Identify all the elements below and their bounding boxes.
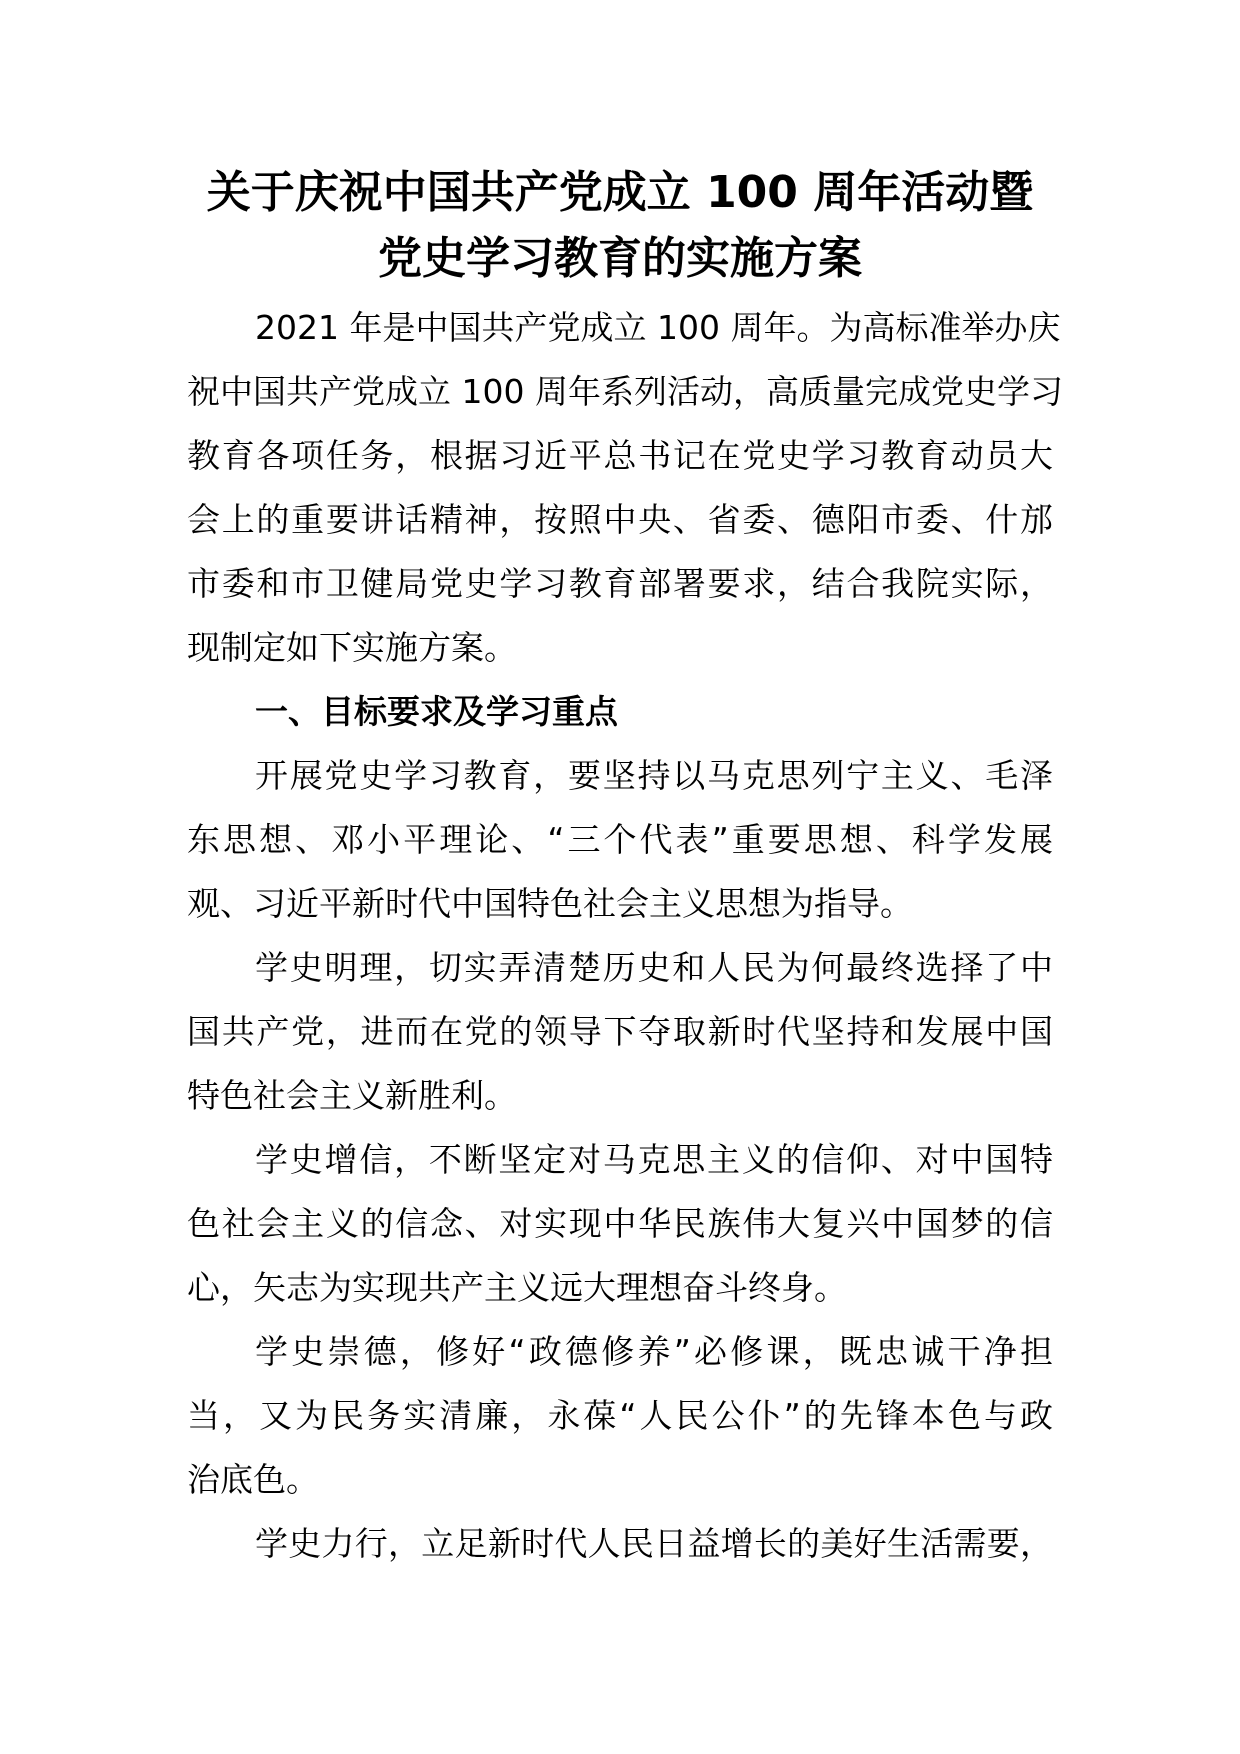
paragraph-guidance xyxy=(187,744,1053,936)
document-title xyxy=(150,160,1090,292)
title-line-2: 党史学习教育的实施方案 xyxy=(378,233,862,284)
intro-paragraph xyxy=(187,296,1063,680)
intro-line-5: 市委和市卫健局党史学习教育部署要求，结合我院实际， xyxy=(187,564,1053,603)
paragraph-line: 当，又为民务实清廉，永葆“人民公仆”的先锋本色与政 xyxy=(187,1396,1053,1435)
paragraph-xueshi-lixing xyxy=(187,1512,1053,1576)
intro-line-1: 2021 年是中国共产党成立 100 周年。为高标准举办庆 xyxy=(255,308,1061,347)
paragraph-line: 学史增信，不断坚定对马克思主义的信仰、对中国特 xyxy=(255,1140,1053,1179)
paragraph-line: 东思想、邓小平理论、“三个代表”重要思想、科学发展 xyxy=(187,820,1053,859)
paragraph-line: 色社会主义的信念、对实现中华民族伟大复兴中国梦的信 xyxy=(187,1204,1053,1243)
paragraph-line: 开展党史学习教育，要坚持以马克思列宁主义、毛泽 xyxy=(255,756,1053,795)
paragraph-line: 学史明理，切实弄清楚历史和人民为何最终选择了中 xyxy=(255,948,1053,987)
paragraph-line: 国共产党，进而在党的领导下夺取新时代坚持和发展中国 xyxy=(187,1012,1053,1051)
paragraph-line: 观、习近平新时代中国特色社会主义思想为指导。 xyxy=(187,884,913,923)
document-body xyxy=(187,296,1063,1576)
intro-line-6: 现制定如下实施方案。 xyxy=(187,628,517,667)
intro-line-4: 会上的重要讲话精神，按照中央、省委、德阳市委、什邡 xyxy=(187,500,1053,539)
paragraph-line: 治底色。 xyxy=(187,1460,319,1499)
paragraph-line: 特色社会主义新胜利。 xyxy=(187,1076,517,1115)
paragraph-line: 学史崇德，修好“政德修养”必修课，既忠诚干净担 xyxy=(255,1332,1053,1371)
paragraph-line: 学史力行，立足新时代人民日益增长的美好生活需要， xyxy=(255,1524,1053,1563)
section-heading: 一、目标要求及学习重点 xyxy=(255,692,618,731)
intro-line-3: 教育各项任务，根据习近平总书记在党史学习教育动员大 xyxy=(187,436,1053,475)
title-line-1: 关于庆祝中国共产党成立 100 周年活动暨 xyxy=(206,167,1034,218)
paragraph-line: 心，矢志为实现共产主义远大理想奋斗终身。 xyxy=(187,1268,847,1307)
paragraph-xueshi-zengxin xyxy=(187,1128,1053,1320)
paragraph-xueshi-chongde xyxy=(187,1320,1053,1512)
intro-line-2: 祝中国共产党成立 100 周年系列活动，高质量完成党史学习 xyxy=(187,372,1063,411)
paragraph-xueshi-mingli xyxy=(187,936,1053,1128)
